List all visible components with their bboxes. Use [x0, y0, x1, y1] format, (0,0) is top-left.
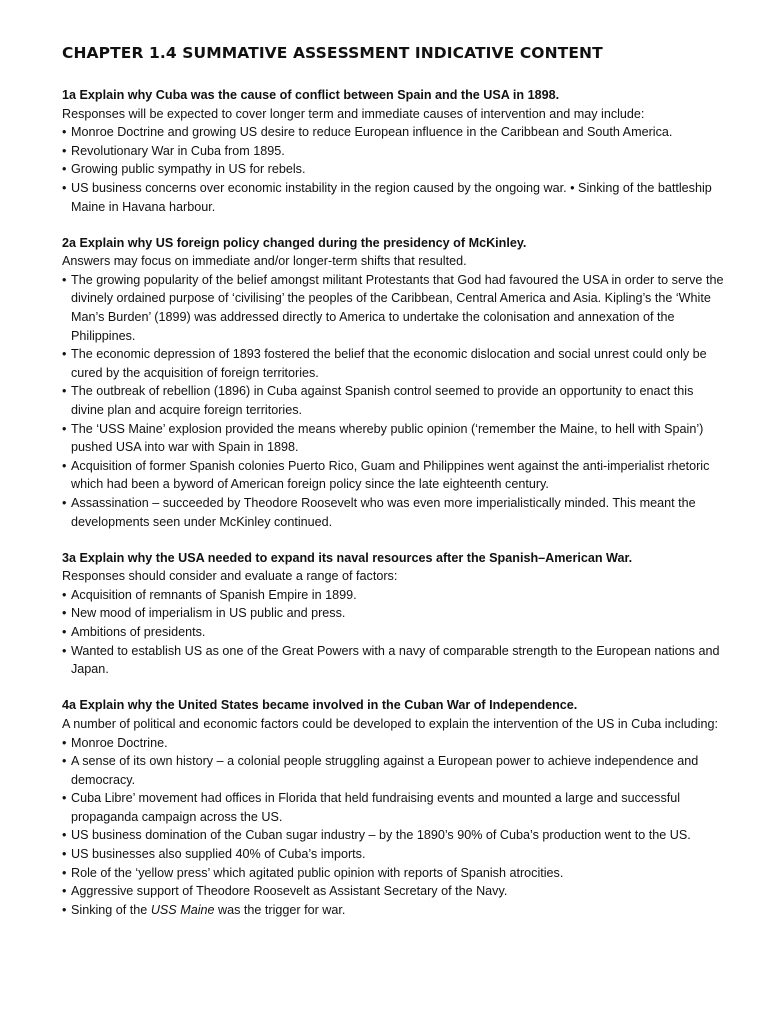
- list-item: • Assassination – succeeded by Theodore Roosevelt who was even more imperialistically minded. This meant the developments seen under McKinley continued.: [62, 495, 696, 529]
- list-item: • Growing public sympathy in US for rebels.: [62, 160, 728, 179]
- question-heading: 2a Explain why US foreign policy changed during the presidency of McKinley.: [62, 235, 527, 250]
- list-item: • US business concerns over economic instability in the region caused by the ongoing war. • Sinking of the battleship Maine in Havana harbour.: [62, 180, 712, 214]
- section-4a: [62, 696, 728, 919]
- section-3a: [62, 549, 728, 679]
- bullet-list: [62, 123, 728, 216]
- bullet-icon: •: [62, 495, 67, 510]
- page-title: CHAPTER 1.4 SUMMATIVE ASSESSMENT INDICATIVE CONTENT: [62, 44, 603, 62]
- bullet-icon: •: [62, 125, 67, 140]
- list-item: • Aggressive support of Theodore Roosevelt as Assistant Secretary of the Navy.: [62, 882, 728, 901]
- bullet-icon: •: [62, 143, 67, 158]
- question-heading: 3a Explain why the USA needed to expand its naval resources after the Spanish–American War.: [62, 550, 633, 565]
- bullet-icon: •: [62, 847, 67, 862]
- section-2a: [62, 234, 728, 532]
- list-item: • Acquisition of former Spanish colonies Puerto Rico, Guam and Philippines went against the anti-imperialist rhetoric which had been a byword of American foreign policy since the late eighteenth century.: [62, 458, 710, 492]
- list-item: • Ambitions of presidents.: [62, 623, 728, 642]
- bullet-icon: •: [62, 828, 67, 843]
- bullet-icon: •: [62, 162, 67, 177]
- list-item: • Acquisition of remnants of Spanish Empire in 1899.: [62, 586, 728, 605]
- question-heading: 1a Explain why Cuba was the cause of conflict between Spain and the USA in 1898.: [62, 88, 560, 102]
- list-item: • Monroe Doctrine and growing US desire to reduce European influence in the Caribbean and South America.: [62, 123, 728, 142]
- list-item: • The economic depression of 1893 fostered the belief that the economic dislocation and social unrest could only be cured by the acquisition of foreign territories.: [62, 347, 707, 380]
- bullet-icon: •: [62, 735, 67, 750]
- section-intro: Responses will be expected to cover longer term and immediate causes of intervention and may include:: [62, 106, 645, 121]
- section-1a: [62, 86, 728, 216]
- bullet-list: [62, 271, 728, 531]
- bullet-icon: •: [62, 458, 67, 473]
- ship-name: USS Maine: [150, 902, 215, 917]
- section-intro: Responses should consider and evaluate a range of factors:: [62, 569, 398, 584]
- bullet-icon: •: [62, 347, 67, 362]
- bullet-list: [62, 734, 728, 920]
- bullet-icon: •: [62, 606, 67, 621]
- bullet-icon: •: [62, 421, 67, 436]
- bullet-icon: •: [62, 384, 67, 399]
- section-intro: A number of political and economic factors could be developed to explain the intervention of the US in Cuba including:: [62, 716, 718, 731]
- list-item: • The growing popularity of the belief amongst militant Protestants that God had favoured the USA in order to serve the divinely ordained purpose of ‘civilising’ the peoples of the Caribbean, Central America and Asia. Kipling’s the ‘White Man’s Burden’ (1899) was addressed directly to America to undertake the colonisation and annexation of the Philippines.: [62, 272, 724, 343]
- bullet-icon: •: [62, 587, 67, 602]
- list-item: • Revolutionary War in Cuba from 1895.: [62, 142, 728, 161]
- section-intro: Answers may focus on immediate and/or longer-term shifts that resulted.: [62, 254, 467, 269]
- bullet-icon: •: [62, 272, 67, 287]
- bullet-list: [62, 586, 728, 679]
- list-item: • A sense of its own history – a colonial people struggling against a European power to achieve independence and democracy.: [62, 754, 699, 787]
- bullet-icon: •: [62, 754, 67, 769]
- list-item: • Wanted to establish US as one of the Great Powers with a navy of comparable strength to the European nations and Japan.: [62, 643, 720, 677]
- list-item: • The ‘USS Maine’ explosion provided the means whereby public opinion (‘remember the Maine, to hell with Spain’) pushed USA into war with Spain in 1898.: [62, 421, 704, 455]
- list-item: • US businesses also supplied 40% of Cuba’s imports.: [62, 845, 728, 864]
- list-item: • Role of the ‘yellow press’ which agitated public opinion with reports of Spanish atrocities.: [62, 864, 728, 883]
- list-item: • New mood of imperialism in US public and press.: [62, 604, 728, 623]
- question-heading: 4a Explain why the United States became involved in the Cuban War of Independence.: [62, 698, 578, 713]
- list-item: • Monroe Doctrine.: [62, 734, 728, 753]
- bullet-icon: •: [62, 865, 67, 880]
- bullet-icon: •: [62, 884, 67, 899]
- list-item: • US business domination of the Cuban sugar industry – by the 1890’s 90% of Cuba’s production went to the US.: [62, 826, 728, 845]
- bullet-icon: •: [62, 180, 67, 195]
- list-item: • The outbreak of rebellion (1896) in Cuba against Spanish control seemed to provide an opportunity to enact this divine plan and acquire foreign territories.: [62, 384, 694, 417]
- bullet-icon: •: [62, 625, 67, 640]
- bullet-icon: •: [62, 791, 67, 806]
- list-item: • Sinking of the USS Maine was the trigger for war.: [62, 901, 728, 920]
- list-item: • Cuba Libre’ movement had offices in Florida that held fundraising events and mounted a large and successful propaganda campaign across the US.: [62, 791, 681, 824]
- bullet-icon: •: [62, 902, 67, 917]
- bullet-icon: •: [62, 643, 67, 658]
